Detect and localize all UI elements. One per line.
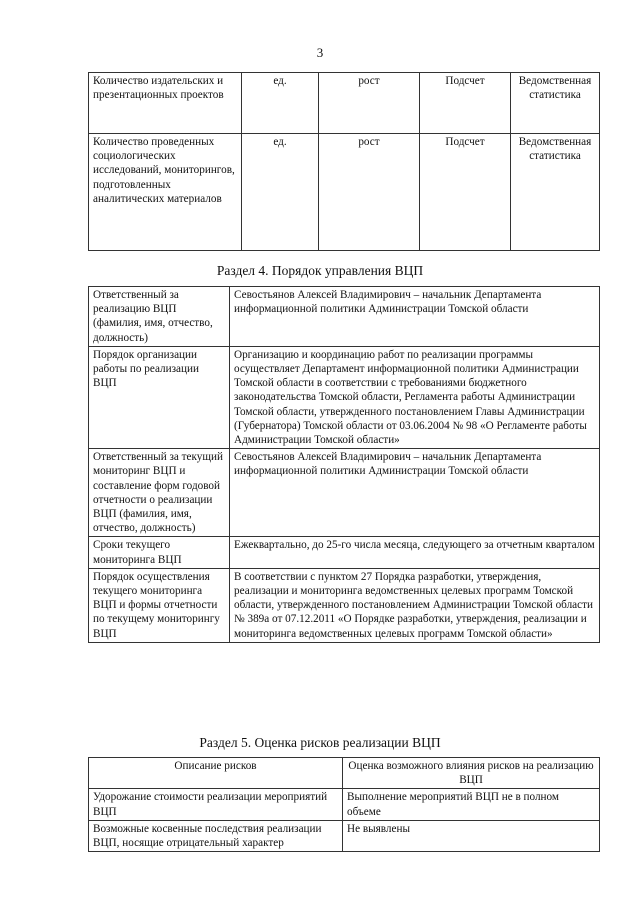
- header-risk-description: Описание рисков: [89, 758, 343, 789]
- row-label: Порядок организации работы по реализации ВЦП: [89, 346, 230, 448]
- table-header-row: [89, 758, 600, 789]
- row-label: Ответственный за реализацию ВЦП (фамилия, имя, отчество, должность): [89, 287, 230, 347]
- row-value: Ежеквартально, до 25-го числа месяца, следующего за отчетным кварталом: [230, 537, 600, 568]
- indicators-table: [88, 72, 600, 251]
- risk-impact: Выполнение мероприятий ВЦП не в полном объеме: [343, 789, 600, 820]
- table-row: [89, 568, 600, 642]
- indicator-name: Количество издательских и презентационных проектов: [89, 73, 242, 134]
- row-value: Севостьянов Алексей Владимирович – начальник Департамента информационной политики Администрации Томской области: [230, 287, 600, 347]
- row-value: Севостьянов Алексей Владимирович – начальник Департамента информационной политики Администрации Томской области: [230, 449, 600, 537]
- indicator-unit: ед.: [242, 73, 319, 134]
- row-label: Ответственный за текущий мониторинг ВЦП и составление форм годовой отчетности о реализации ВЦП (фамилия, имя, отчество, должность): [89, 449, 230, 537]
- risks-table: [88, 757, 600, 852]
- table-row: [89, 287, 600, 347]
- table-row: [89, 820, 600, 851]
- management-table: [88, 286, 600, 643]
- row-value: В соответствии с пунктом 27 Порядка разработки, утверждения, реализации и мониторинга ведомственных целевых программ Томской области, утвержденного постановлением Администрации Томской области № 389а от 07.12.2011 «О Порядке разработки, утверждения, реализации и мониторинга ведомственных целевых программ Томской области»: [230, 568, 600, 642]
- indicator-source: Ведомственная статистика: [511, 134, 600, 251]
- indicator-unit: ед.: [242, 134, 319, 251]
- indicator-trend: рост: [319, 73, 420, 134]
- row-label: Сроки текущего мониторинга ВЦП: [89, 537, 230, 568]
- risk-impact: Не выявлены: [343, 820, 600, 851]
- indicator-source: Ведомственная статистика: [511, 73, 600, 134]
- indicator-trend: рост: [319, 134, 420, 251]
- indicator-method: Подсчет: [420, 73, 511, 134]
- table-row: [89, 134, 600, 251]
- indicator-name: Количество проведенных социологических исследований, мониторингов, подготовленных аналитических материалов: [89, 134, 242, 251]
- table-row: [89, 449, 600, 537]
- risk-description: Возможные косвенные последствия реализации ВЦП, носящие отрицательный характер: [89, 820, 343, 851]
- section5-title: Раздел 5. Оценка рисков реализации ВЦП: [199, 735, 441, 750]
- page-number: 3: [316, 45, 324, 60]
- row-label: Порядок осуществления текущего мониторинга ВЦП и формы отчетности по текущему мониторингу ВЦП: [89, 568, 230, 642]
- risk-description: Удорожание стоимости реализации мероприятий ВЦП: [89, 789, 343, 820]
- table-row: [89, 346, 600, 448]
- header-risk-impact: Оценка возможного влияния рисков на реализацию ВЦП: [343, 758, 600, 789]
- table-row: [89, 537, 600, 568]
- section4-title: Раздел 4. Порядок управления ВЦП: [216, 263, 424, 278]
- table-row: [89, 789, 600, 820]
- table-row: [89, 73, 600, 134]
- indicator-method: Подсчет: [420, 134, 511, 251]
- row-value: Организацию и координацию работ по реализации программы осуществляет Департамент информационной политики Администрации Томской области в соответствии с требованиями бюджетного законодательства Томской области, Регламента работы Администрации Томской области, утвержденного постановлением Главы Администрации (Губернатора) Томской области от 03.06.2004 № 98 «О Регламенте работы Администрации Томской области»: [230, 346, 600, 448]
